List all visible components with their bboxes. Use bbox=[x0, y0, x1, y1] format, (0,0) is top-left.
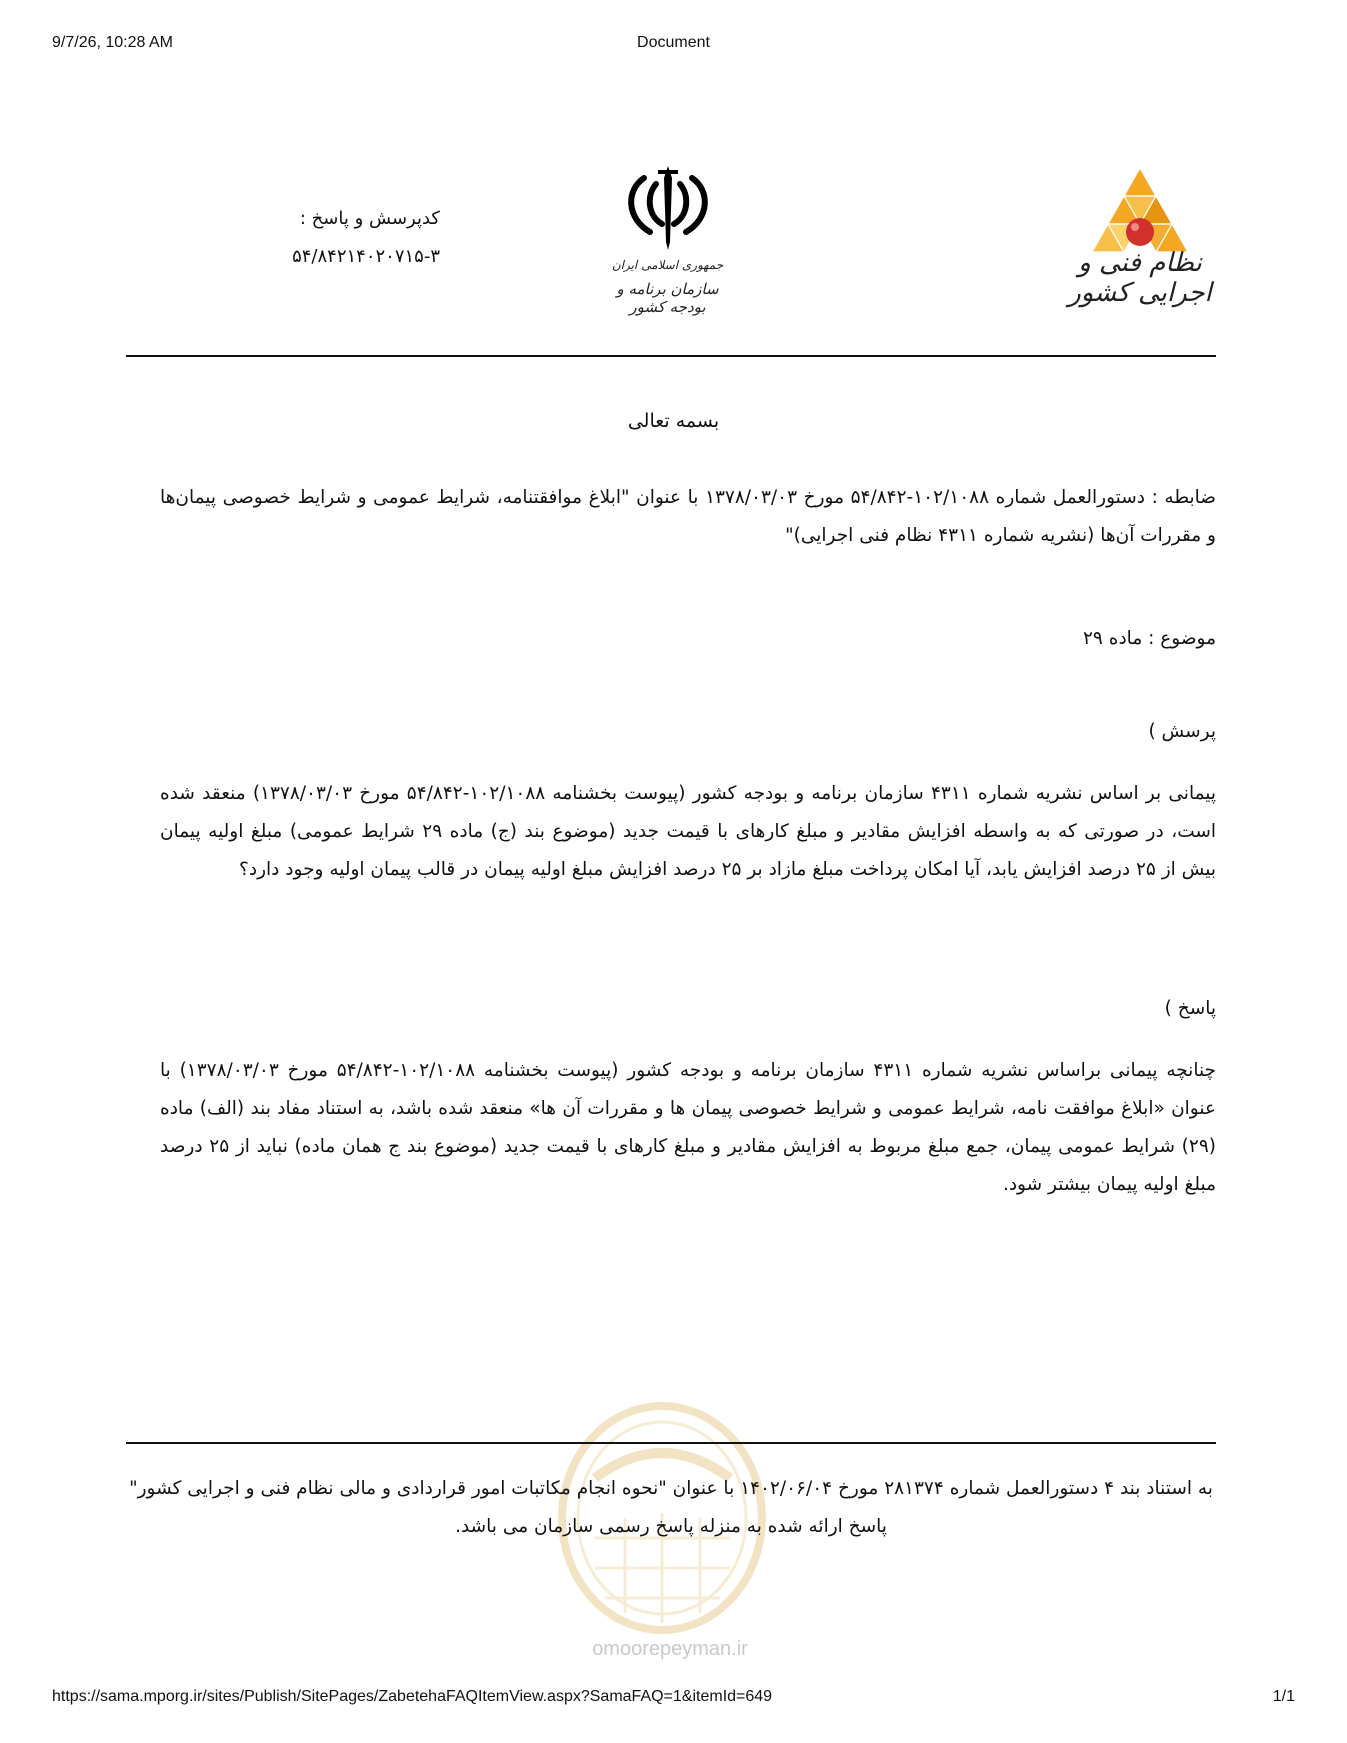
subject-line: موضوع : ماده ۲۹ bbox=[1083, 628, 1216, 649]
question-heading: پرسش ) bbox=[1148, 721, 1216, 742]
qa-code-label: کدپرسش و پاسخ : bbox=[299, 208, 440, 229]
header-divider bbox=[126, 355, 1216, 357]
print-page-number: 1/1 bbox=[1272, 1688, 1295, 1705]
emblem-caption-republic: جمهوری اسلامی ایران bbox=[611, 258, 724, 272]
qa-code-value: ۵۴/۸۴۲۱۴۰۲۰۷۱۵-۳ bbox=[292, 246, 440, 267]
basmala-heading: بسمه تعالی bbox=[627, 410, 720, 432]
emblem-caption-organization: سازمان برنامه و بودجه کشور bbox=[616, 280, 719, 316]
answer-heading: پاسخ ) bbox=[1164, 998, 1216, 1019]
watermark-domain: omoorepeyman.ir bbox=[592, 1638, 748, 1660]
print-url: https://sama.mporg.ir/sites/Publish/SitePages/ZabetehaFAQItemView.aspx?SamaFAQ=1&itemId=649 bbox=[52, 1688, 773, 1705]
footnote-divider bbox=[126, 1442, 1216, 1444]
print-title: Document bbox=[637, 34, 710, 51]
national-emblem bbox=[618, 160, 718, 255]
print-date: 9/7/26, 10:28 AM bbox=[52, 34, 173, 51]
question-text: پیمانی بر اساس نشریه شماره ۴۳۱۱ سازمان برنامه و بودجه کشور (پیوست بخشنامه ۱۰۲/۱۰۸۸-۵۴/۸۴۲ مورخ ۱۳۷۸/۰۳/۰۳) منعقد شده است، در صورتی که به واسطه افزایش مقادیر و مبلغ کارهای با قیمت جدید (موضوع بند (ج) ماده ۲۹ شرایط عمومی) مبلغ اولیه پیمان بیش از ۲۵ درصد افزایش یابد، آیا امکان پرداخت مبلغ مازاد بر ۲۵ درصد افزایش مبلغ اولیه پیمان در قالب پیمان اولیه وجود دارد؟ bbox=[160, 783, 1217, 880]
technical-system-logo-text: نظام فنی و اجرایی کشور bbox=[1068, 248, 1212, 308]
answer-text: چنانچه پیمانی براساس نشریه شماره ۴۳۱۱ سازمان برنامه و بودجه کشور (پیوست بخشنامه ۱۰۲/۱۰۸۸-۵۴/۸۴۲ مورخ ۱۳۷۸/۰۳/۰۳) با عنوان «ابلاغ موافقت نامه، شرایط عمومی و شرایط خصوصی پیمان ها و مقررات آن ها» منعقد شده باشد، به استناد مفاد بند (الف) ماده (۲۹) شرایط عمومی پیمان، جمع مبلغ مربوط به افزایش مقادیر و مبلغ کارهای با قیمت جدید (موضوع بند ج همان ماده) نباید از ۲۵ درصد مبلغ اولیه پیمان بیشتر شود. bbox=[160, 1060, 1216, 1195]
regulation-reference: ضابطه : دستورالعمل شماره ۱۰۲/۱۰۸۸-۵۴/۸۴۲ مورخ ۱۳۷۸/۰۳/۰۳ با عنوان "ابلاغ موافقتنامه، شرایط عمومی و شرایط خصوصی پیمان‌ها و مقررات آن‌ها (نشریه شماره ۴۳۱۱ نظام فنی اجرایی)" bbox=[160, 487, 1217, 546]
official-answer-footnote: به استناد بند ۴ دستورالعمل شماره ۲۸۱۳۷۴ مورخ ۱۴۰۲/۰۶/۰۴ با عنوان "نحوه انجام مکاتبات امور قراردادی و مالی نظام فنی و اجرایی کشور" پاسخ ارائه شده به منزله پاسخ رسمی سازمان می باشد. bbox=[129, 1478, 1213, 1537]
